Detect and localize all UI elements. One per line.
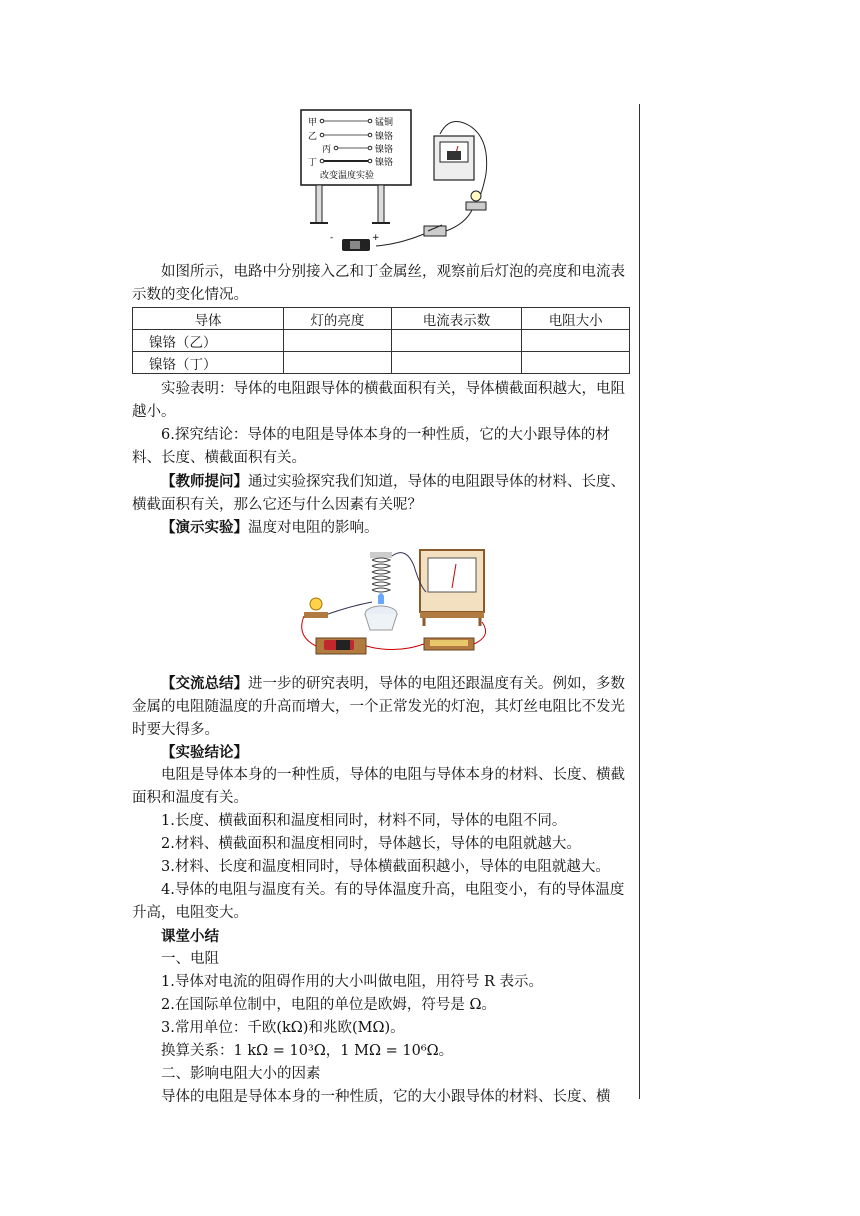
table-header: 灯的亮度 <box>284 308 392 330</box>
table-border-line <box>639 104 640 1099</box>
table-cell <box>522 352 630 374</box>
experiment-result: 实验表明：导体的电阻跟导体的横截面积有关，导体横截面积越大，电阻越小。 <box>132 381 625 420</box>
section-title: 二、影响电阻大小的因素 <box>161 1066 321 1082</box>
resistance-experiment-figure <box>300 104 500 256</box>
conversion-label: 换算关系： <box>161 1043 234 1059</box>
section-item: 3.常用单位：千欧(kΩ)和兆欧(MΩ)。 <box>161 1020 405 1036</box>
board-label-bing: 丙 <box>322 145 332 155</box>
board-wire-nichrome-yi: 镍铬 <box>375 132 394 142</box>
table-header: 电阻大小 <box>522 308 630 330</box>
table-header-row <box>133 308 630 330</box>
conclusion-item: 4.导体的电阻与温度有关。有的导体温度升高，电阻变小，有的导体温度升高，电阻变大。 <box>132 882 625 921</box>
intro-paragraph: 如图所示，电路中分别接入乙和丁金属丝，观察前后灯泡的亮度和电流表示数的变化情况。 <box>132 264 625 303</box>
board-caption: 改变温度实验 <box>320 171 375 181</box>
table-cell: 镍铬（乙） <box>133 330 284 352</box>
board-label-jia: 甲 <box>308 118 318 128</box>
demo-label: 【演示实验】 <box>161 519 248 536</box>
summary-label: 【交流总结】 <box>161 675 248 692</box>
summary-text: 进一步的研究表明，导体的电阻还跟温度有关。例如，多数金属的电阻随温度的升高而增大，一个正常发光的灯泡，其灯丝电阻比不发光时要大得多。 <box>132 676 625 738</box>
conclusion-text: 电阻是导体本身的一种性质，导体的电阻与导体本身的材料、长度、横截面积和温度有关。 <box>132 767 625 806</box>
table-cell <box>522 330 630 352</box>
section-item: 2.在国际单位制中，电阻的单位是欧姆，符号是 Ω。 <box>161 997 496 1013</box>
board-label-ding: 丁 <box>308 158 318 168</box>
table-row <box>133 330 630 352</box>
board-wire-nichrome-ding: 镍铬 <box>375 158 394 168</box>
table-header: 导体 <box>133 308 284 330</box>
section-text: 导体的电阻是导体本身的一种性质，它的大小跟导体的材料、长度、横 <box>161 1089 611 1105</box>
inquiry-conclusion: 6.探究结论：导体的电阻是导体本身的一种性质，它的大小跟导体的材料、长度、横截面积有关。 <box>132 427 610 466</box>
board-wire-nichrome-bing: 镍铬 <box>375 145 394 155</box>
table-cell <box>391 330 522 352</box>
demo-text: 温度对电阻的影响。 <box>248 520 379 536</box>
section-title: 一、电阻 <box>161 951 219 967</box>
conversion-line <box>132 1040 632 1063</box>
conclusion-label: 【实验结论】 <box>161 744 248 761</box>
section-item: 1.导体对电流的阻碍作用的大小叫做电阻，用符号 R 表示。 <box>161 974 543 990</box>
class-summary-title: 课堂小结 <box>161 928 219 945</box>
board-wire-manganin: 锰铜 <box>375 118 394 128</box>
table-cell <box>284 330 392 352</box>
table-cell <box>284 352 392 374</box>
exchange-summary <box>132 672 632 742</box>
observation-table <box>132 307 630 374</box>
table-header: 电流表示数 <box>391 308 522 330</box>
battery-minus-label: - <box>330 233 334 243</box>
board-label-yi: 乙 <box>308 132 318 142</box>
battery-plus-label: + <box>372 233 380 243</box>
conclusion-item: 3.材料、长度和温度相同时，导体横截面积越小，导体的电阻就越大。 <box>161 859 610 875</box>
table-cell: 镍铬（丁） <box>133 352 284 374</box>
table-row <box>133 352 630 374</box>
teacher-question-label: 【教师提问】 <box>161 473 248 490</box>
teacher-question <box>132 470 632 517</box>
teacher-question-text: 通过实验探究我们知道，导体的电阻跟导体的材料、长度、横截面积有关，那么它还与什么因素有关呢？ <box>132 474 625 513</box>
table-cell <box>391 352 522 374</box>
conversion-text: 1 kΩ = 10³Ω，1 MΩ = 10⁶Ω。 <box>233 1043 454 1059</box>
temperature-experiment-figure <box>296 546 496 666</box>
conclusion-item: 2.材料、横截面积和温度相同时，导体越长，导体的电阻就越大。 <box>161 836 581 852</box>
conclusion-item: 1.长度、横截面积和温度相同时，材料不同，导体的电阻不同。 <box>161 813 567 829</box>
demo-experiment <box>132 516 632 540</box>
